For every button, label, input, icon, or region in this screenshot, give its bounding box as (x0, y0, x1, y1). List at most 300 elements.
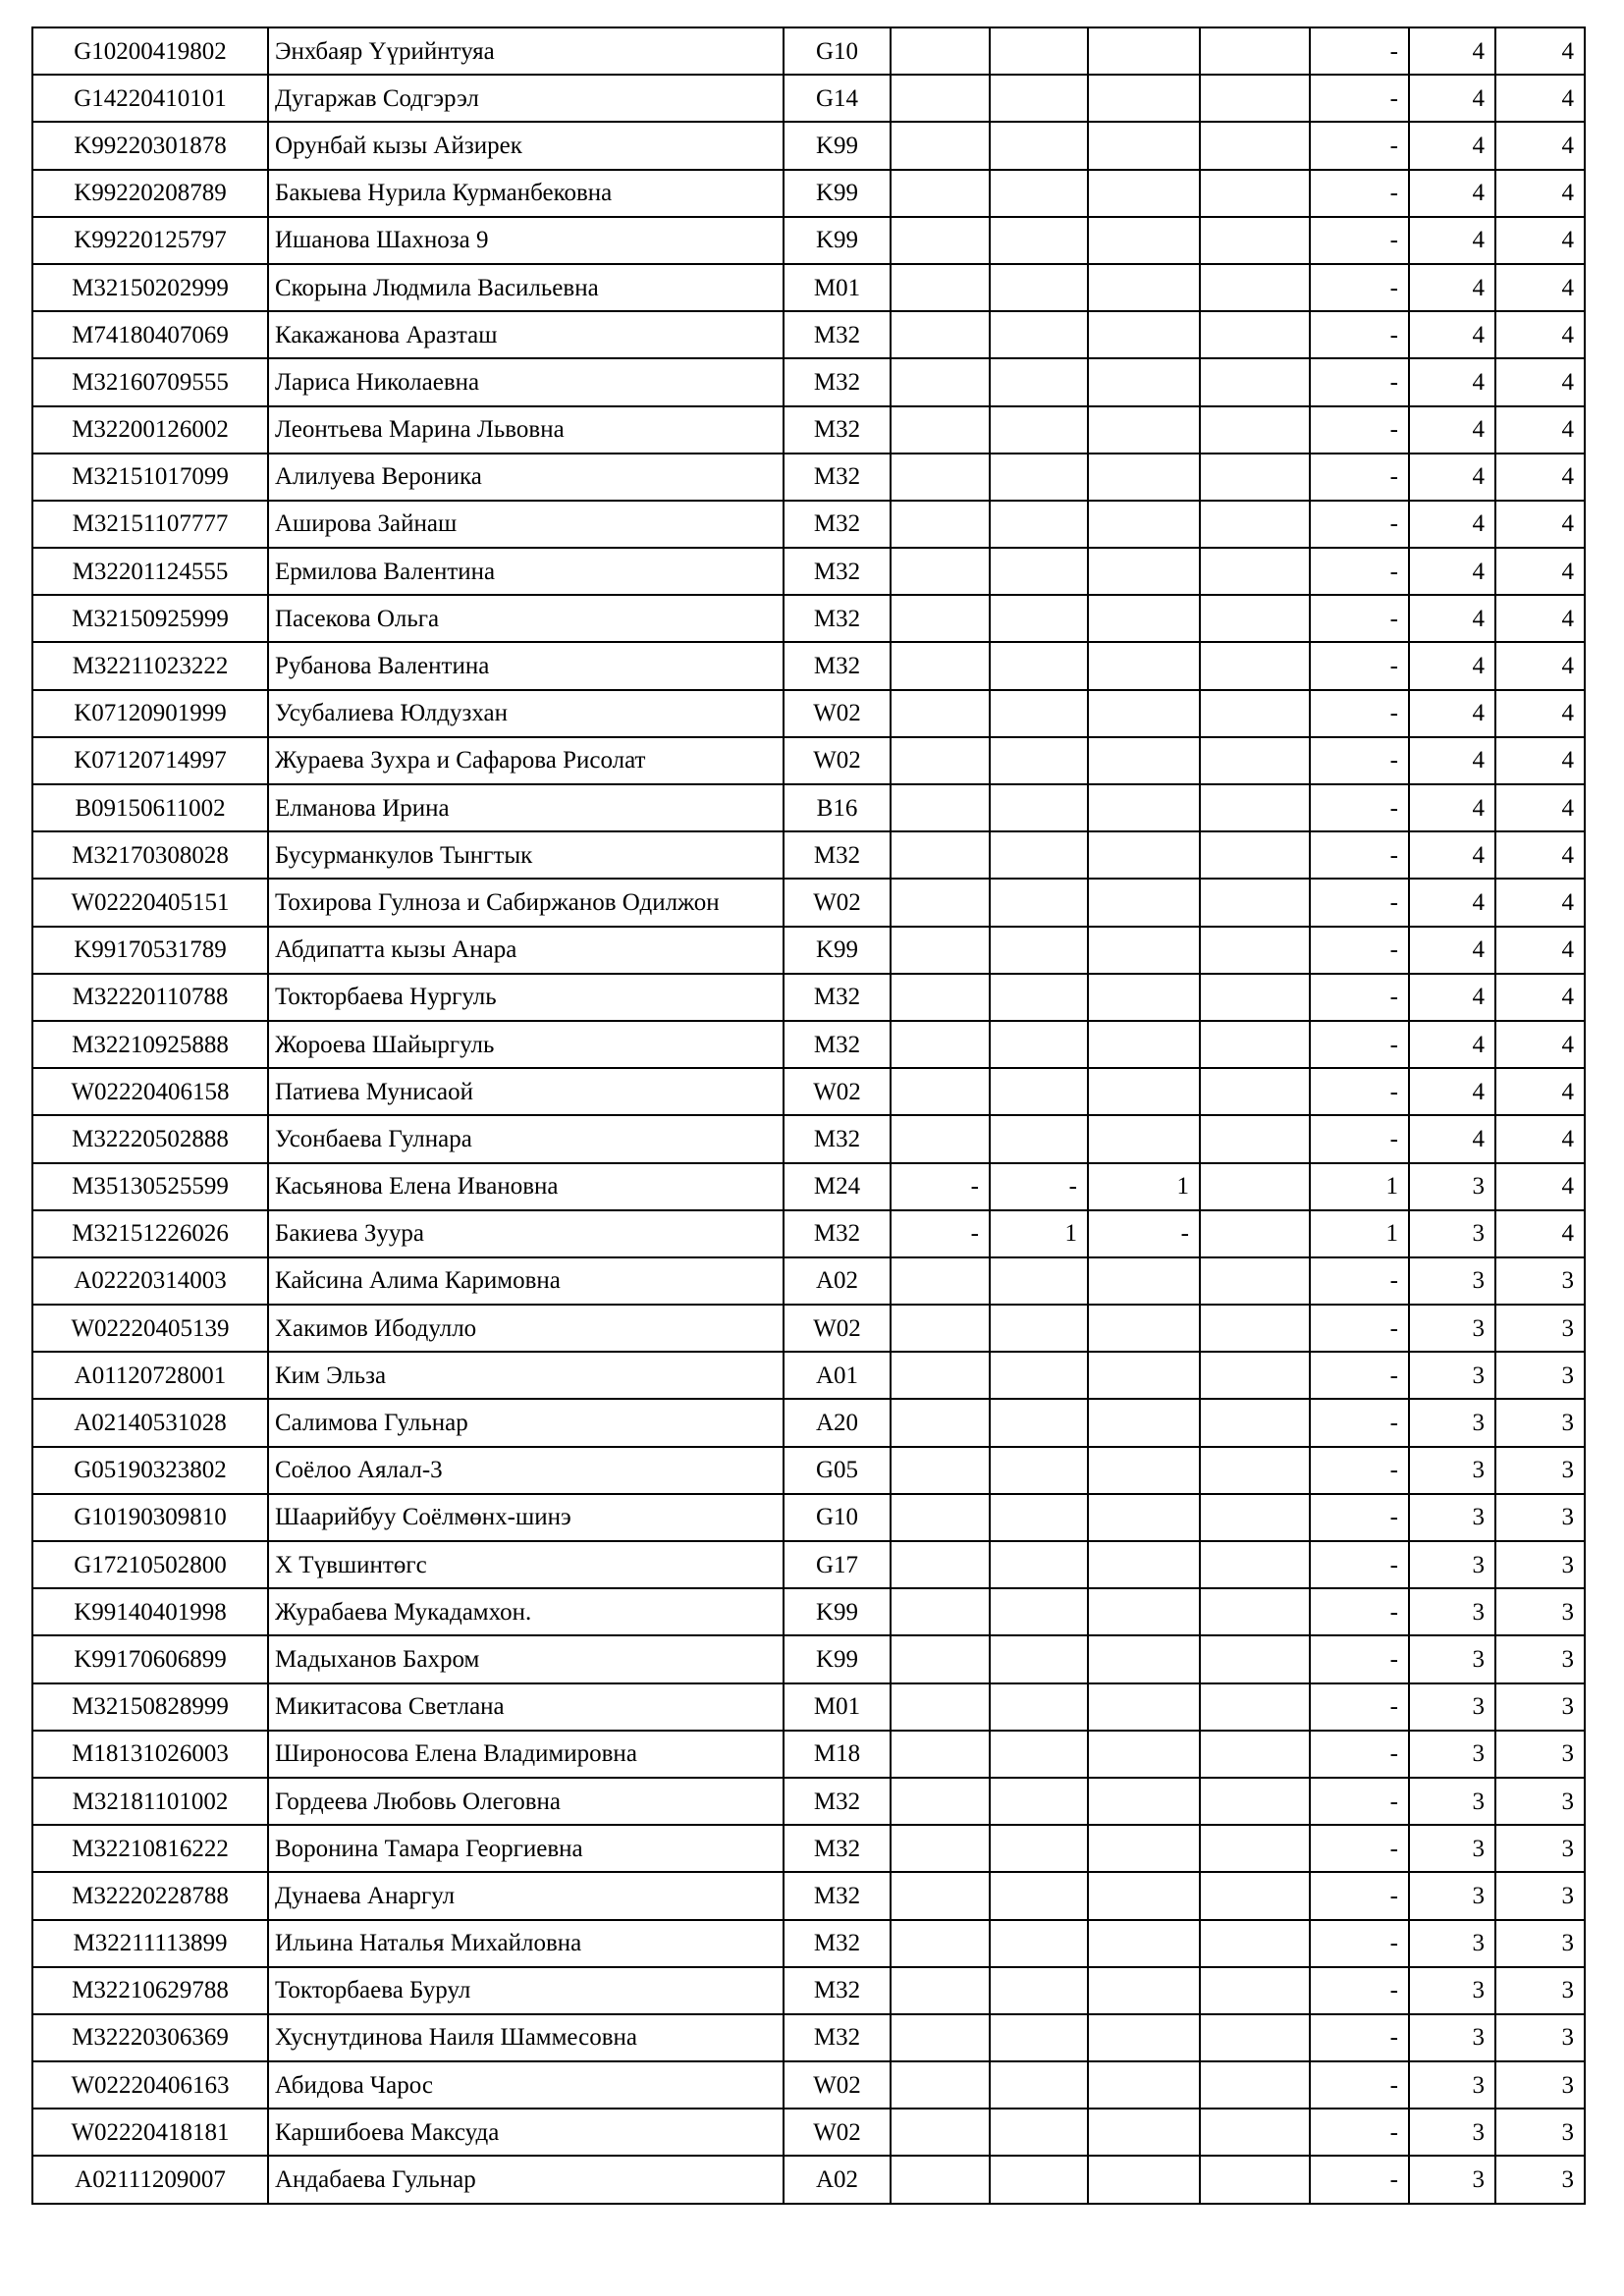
participant-name-cell: Патиева Мунисаой (268, 1068, 784, 1115)
participant-id-cell: M32201124555 (32, 548, 268, 595)
group-code-cell: M32 (784, 311, 891, 358)
score-cell-2 (990, 1872, 1088, 1919)
group-code-cell: M32 (784, 1778, 891, 1825)
score-cell-6: 4 (1409, 784, 1495, 831)
score-cell-5: - (1310, 1352, 1409, 1399)
score-cell-5: - (1310, 1872, 1409, 1919)
participant-id-cell: M32211023222 (32, 642, 268, 689)
participant-name-cell: Х Түвшинтөгс (268, 1541, 784, 1588)
score-cell-6: 3 (1409, 1494, 1495, 1541)
score-cell-3 (1088, 1731, 1200, 1778)
table-row (32, 454, 1585, 501)
participant-id-cell: A01120728001 (32, 1352, 268, 1399)
score-cell-6: 4 (1409, 737, 1495, 784)
score-cell-1 (891, 1683, 990, 1731)
total-cell: 4 (1495, 264, 1585, 311)
participant-name-cell: Гордеева Любовь Олеговна (268, 1778, 784, 1825)
group-code-cell: K99 (784, 1588, 891, 1635)
group-code-cell: M32 (784, 1825, 891, 1872)
participant-name-cell: Пасекова Ольга (268, 595, 784, 642)
score-cell-4 (1200, 879, 1310, 926)
score-cell-3 (1088, 1352, 1200, 1399)
score-cell-3 (1088, 1399, 1200, 1446)
total-cell: 4 (1495, 548, 1585, 595)
score-cell-3 (1088, 1541, 1200, 1588)
participant-name-cell: Тохирова Гулноза и Сабиржанов Одилжон (268, 879, 784, 926)
score-cell-5: - (1310, 595, 1409, 642)
total-cell: 3 (1495, 1352, 1585, 1399)
score-cell-6: 4 (1409, 879, 1495, 926)
score-cell-3 (1088, 974, 1200, 1021)
score-cell-5: - (1310, 122, 1409, 169)
participant-name-cell: Хуснутдинова Наиля Шаммесовна (268, 2014, 784, 2061)
score-cell-1 (891, 122, 990, 169)
score-cell-3 (1088, 690, 1200, 737)
group-code-cell: G14 (784, 75, 891, 122)
score-cell-2 (990, 974, 1088, 1021)
score-cell-5: - (1310, 690, 1409, 737)
group-code-cell: M32 (784, 1872, 891, 1919)
score-cell-3 (1088, 1068, 1200, 1115)
score-cell-5: - (1310, 974, 1409, 1021)
total-cell: 3 (1495, 1541, 1585, 1588)
participant-name-cell: Усубалиева Юлдузхан (268, 690, 784, 737)
score-cell-6: 4 (1409, 501, 1495, 548)
table-row (32, 1447, 1585, 1494)
participant-id-cell: M32211113899 (32, 1920, 268, 1967)
score-cell-4 (1200, 75, 1310, 122)
table-row (32, 784, 1585, 831)
participant-name-cell: Салимова Гульнар (268, 1399, 784, 1446)
group-code-cell: M24 (784, 1163, 891, 1210)
score-cell-4 (1200, 548, 1310, 595)
score-cell-4 (1200, 595, 1310, 642)
group-code-cell: W02 (784, 879, 891, 926)
score-cell-5: - (1310, 2014, 1409, 2061)
score-cell-6: 4 (1409, 595, 1495, 642)
table-row (32, 737, 1585, 784)
score-cell-5: - (1310, 1021, 1409, 1068)
score-cell-1 (891, 690, 990, 737)
score-cell-2 (990, 1447, 1088, 1494)
total-cell: 3 (1495, 1967, 1585, 2014)
total-cell: 4 (1495, 1115, 1585, 1162)
participant-name-cell: Скорына Людмила Васильевна (268, 264, 784, 311)
table-body (32, 27, 1585, 2204)
participant-name-cell: Елманова Ирина (268, 784, 784, 831)
group-code-cell: M32 (784, 974, 891, 1021)
participant-id-cell: M32220110788 (32, 974, 268, 1021)
score-cell-3 (1088, 2156, 1200, 2203)
score-cell-2 (990, 1068, 1088, 1115)
score-cell-6: 3 (1409, 1163, 1495, 1210)
score-cell-2 (990, 1683, 1088, 1731)
group-code-cell: M32 (784, 1967, 891, 2014)
participant-id-cell: W02220406158 (32, 1068, 268, 1115)
group-code-cell: G10 (784, 1494, 891, 1541)
score-cell-2 (990, 2061, 1088, 2109)
score-cell-6: 3 (1409, 1731, 1495, 1778)
score-cell-5: - (1310, 1635, 1409, 1682)
table-row (32, 1163, 1585, 1210)
total-cell: 4 (1495, 501, 1585, 548)
table-row (32, 264, 1585, 311)
score-cell-4 (1200, 406, 1310, 454)
participant-name-cell: Бакыева Нурила Курманбековна (268, 170, 784, 217)
score-cell-1 (891, 1920, 990, 1967)
group-code-cell: M32 (784, 1021, 891, 1068)
score-cell-4 (1200, 737, 1310, 784)
score-cell-2 (990, 1635, 1088, 1682)
participant-name-cell: Рубанова Валентина (268, 642, 784, 689)
total-cell: 4 (1495, 737, 1585, 784)
score-cell-6: 3 (1409, 1920, 1495, 1967)
score-cell-1 (891, 1115, 990, 1162)
score-cell-1 (891, 595, 990, 642)
score-cell-4 (1200, 1494, 1310, 1541)
group-code-cell: M18 (784, 1731, 891, 1778)
score-cell-5: - (1310, 1447, 1409, 1494)
score-cell-2 (990, 1257, 1088, 1305)
score-cell-4 (1200, 1068, 1310, 1115)
score-cell-6: 3 (1409, 2109, 1495, 2156)
score-cell-1 (891, 1494, 990, 1541)
score-cell-2 (990, 170, 1088, 217)
total-cell: 3 (1495, 1683, 1585, 1731)
score-cell-1 (891, 75, 990, 122)
score-cell-3 (1088, 501, 1200, 548)
score-cell-4 (1200, 1115, 1310, 1162)
score-cell-5: - (1310, 927, 1409, 974)
group-code-cell: G17 (784, 1541, 891, 1588)
score-cell-1 (891, 1825, 990, 1872)
score-cell-1 (891, 1872, 990, 1919)
score-cell-1 (891, 831, 990, 879)
table-row (32, 1588, 1585, 1635)
score-cell-3 (1088, 595, 1200, 642)
group-code-cell: K99 (784, 122, 891, 169)
group-code-cell: A01 (784, 1352, 891, 1399)
table-row (32, 1635, 1585, 1682)
score-cell-4 (1200, 2014, 1310, 2061)
participant-name-cell: Алилуева Вероника (268, 454, 784, 501)
score-cell-3 (1088, 1447, 1200, 1494)
participant-id-cell: K99220301878 (32, 122, 268, 169)
score-cell-6: 3 (1409, 1872, 1495, 1919)
score-cell-2 (990, 1967, 1088, 2014)
score-cell-5: - (1310, 1257, 1409, 1305)
participant-name-cell: Шаарийбуу Соёлмөнх-шинэ (268, 1494, 784, 1541)
total-cell: 3 (1495, 1257, 1585, 1305)
score-cell-1 (891, 2156, 990, 2203)
score-cell-1 (891, 642, 990, 689)
participant-id-cell: G17210502800 (32, 1541, 268, 1588)
participant-name-cell: Леонтьева Марина Львовна (268, 406, 784, 454)
score-cell-2 (990, 264, 1088, 311)
score-cell-3 (1088, 75, 1200, 122)
score-cell-4 (1200, 2109, 1310, 2156)
score-cell-6: 3 (1409, 1210, 1495, 1257)
score-cell-4 (1200, 1731, 1310, 1778)
score-cell-1 (891, 1588, 990, 1635)
score-cell-4 (1200, 501, 1310, 548)
score-cell-6: 3 (1409, 1447, 1495, 1494)
group-code-cell: M32 (784, 1920, 891, 1967)
score-cell-3 (1088, 1021, 1200, 1068)
score-cell-2 (990, 1352, 1088, 1399)
total-cell: 4 (1495, 927, 1585, 974)
score-cell-5: - (1310, 879, 1409, 926)
score-cell-4 (1200, 1588, 1310, 1635)
score-cell-3 (1088, 2061, 1200, 2109)
score-cell-5: - (1310, 1825, 1409, 1872)
total-cell: 3 (1495, 1731, 1585, 1778)
total-cell: 3 (1495, 1588, 1585, 1635)
table-row (32, 1352, 1585, 1399)
participant-id-cell: A02220314003 (32, 1257, 268, 1305)
score-cell-2 (990, 217, 1088, 264)
group-code-cell: M32 (784, 358, 891, 405)
table-row (32, 1068, 1585, 1115)
participant-id-cell: K99220125797 (32, 217, 268, 264)
group-code-cell: B16 (784, 784, 891, 831)
table-row (32, 690, 1585, 737)
table-row (32, 1541, 1585, 1588)
score-cell-1 (891, 784, 990, 831)
score-cell-2 (990, 737, 1088, 784)
document-page (31, 27, 1586, 2205)
group-code-cell: A02 (784, 1257, 891, 1305)
score-cell-5: - (1310, 358, 1409, 405)
score-cell-4 (1200, 1541, 1310, 1588)
score-cell-3 (1088, 1115, 1200, 1162)
score-cell-5: - (1310, 1068, 1409, 1115)
total-cell: 4 (1495, 642, 1585, 689)
score-cell-6: 4 (1409, 358, 1495, 405)
score-cell-5: - (1310, 831, 1409, 879)
table-row (32, 1920, 1585, 1967)
score-cell-1 (891, 974, 990, 1021)
group-code-cell: M01 (784, 1683, 891, 1731)
group-code-cell: G05 (784, 1447, 891, 1494)
group-code-cell: W02 (784, 2109, 891, 2156)
participant-name-cell: Соёлоо Аялал-3 (268, 1447, 784, 1494)
table-row (32, 1825, 1585, 1872)
score-cell-2 (990, 501, 1088, 548)
table-row (32, 75, 1585, 122)
score-cell-3 (1088, 454, 1200, 501)
participant-name-cell: Энхбаяр Үүрийнтуяа (268, 27, 784, 75)
participant-id-cell: G10190309810 (32, 1494, 268, 1541)
score-cell-4 (1200, 1163, 1310, 1210)
participant-id-cell: M32210925888 (32, 1021, 268, 1068)
score-cell-6: 4 (1409, 454, 1495, 501)
table-row (32, 1872, 1585, 1919)
total-cell: 4 (1495, 311, 1585, 358)
score-cell-2 (990, 1778, 1088, 1825)
group-code-cell: K99 (784, 170, 891, 217)
participant-name-cell: Ильина Наталья Михайловна (268, 1920, 784, 1967)
table-row (32, 1967, 1585, 2014)
participant-id-cell: W02220405151 (32, 879, 268, 926)
score-cell-3 (1088, 1778, 1200, 1825)
participant-name-cell: Жороева Шайыргуль (268, 1021, 784, 1068)
participant-name-cell: Токторбаева Бурул (268, 1967, 784, 2014)
score-cell-6: 3 (1409, 1635, 1495, 1682)
participant-name-cell: Орунбай кызы Айзирек (268, 122, 784, 169)
participant-name-cell: Ишанова Шахноза 9 (268, 217, 784, 264)
total-cell: 3 (1495, 1494, 1585, 1541)
participant-id-cell: M32150202999 (32, 264, 268, 311)
participant-name-cell: Касьянова Елена Ивановна (268, 1163, 784, 1210)
score-cell-2: 1 (990, 1210, 1088, 1257)
score-cell-2 (990, 2156, 1088, 2203)
score-cell-4 (1200, 1447, 1310, 1494)
participant-name-cell: Журабаева Мукадамхон. (268, 1588, 784, 1635)
score-cell-3 (1088, 27, 1200, 75)
score-cell-1 (891, 1967, 990, 2014)
score-cell-2 (990, 454, 1088, 501)
participant-name-cell: Усонбаева Гулнара (268, 1115, 784, 1162)
group-code-cell: W02 (784, 690, 891, 737)
participant-name-cell: Бусурманкулов Тынгтык (268, 831, 784, 879)
score-cell-6: 3 (1409, 1778, 1495, 1825)
participant-name-cell: Абдипатта кызы Анара (268, 927, 784, 974)
participant-id-cell: M32220306369 (32, 2014, 268, 2061)
participant-id-cell: K99220208789 (32, 170, 268, 217)
table-row (32, 1494, 1585, 1541)
table-row (32, 170, 1585, 217)
score-cell-6: 4 (1409, 311, 1495, 358)
participant-id-cell: M32150925999 (32, 595, 268, 642)
score-cell-3 (1088, 784, 1200, 831)
participant-id-cell: G14220410101 (32, 75, 268, 122)
score-cell-4 (1200, 1257, 1310, 1305)
score-cell-4 (1200, 1399, 1310, 1446)
score-cell-1 (891, 2014, 990, 2061)
table-row (32, 879, 1585, 926)
score-cell-2 (990, 358, 1088, 405)
score-cell-2 (990, 690, 1088, 737)
score-cell-5: - (1310, 1778, 1409, 1825)
table-row (32, 1731, 1585, 1778)
score-cell-5: 1 (1310, 1163, 1409, 1210)
score-cell-2 (990, 1825, 1088, 1872)
table-row (32, 548, 1585, 595)
score-cell-1 (891, 879, 990, 926)
score-cell-3 (1088, 311, 1200, 358)
score-cell-5: - (1310, 406, 1409, 454)
score-cell-1 (891, 27, 990, 75)
group-code-cell: M32 (784, 2014, 891, 2061)
score-cell-5: - (1310, 1731, 1409, 1778)
participant-id-cell: M32151017099 (32, 454, 268, 501)
score-cell-2 (990, 1494, 1088, 1541)
total-cell: 4 (1495, 454, 1585, 501)
participant-id-cell: M74180407069 (32, 311, 268, 358)
table-row (32, 1210, 1585, 1257)
score-cell-2 (990, 75, 1088, 122)
score-cell-6: 3 (1409, 2156, 1495, 2203)
table-row (32, 1115, 1585, 1162)
total-cell: 4 (1495, 879, 1585, 926)
score-cell-1 (891, 406, 990, 454)
total-cell: 4 (1495, 595, 1585, 642)
participant-name-cell: Воронина Тамара Георгиевна (268, 1825, 784, 1872)
participant-name-cell: Бакиева Зуура (268, 1210, 784, 1257)
score-cell-3: 1 (1088, 1163, 1200, 1210)
score-cell-3 (1088, 1920, 1200, 1967)
score-cell-1 (891, 1731, 990, 1778)
score-cell-3 (1088, 1494, 1200, 1541)
score-cell-1 (891, 1778, 990, 1825)
table-row (32, 501, 1585, 548)
score-cell-2 (990, 784, 1088, 831)
participant-name-cell: Микитасова Светлана (268, 1683, 784, 1731)
participant-name-cell: Каршибоева Максуда (268, 2109, 784, 2156)
score-cell-4 (1200, 1635, 1310, 1682)
participant-id-cell: M32160709555 (32, 358, 268, 405)
score-cell-4 (1200, 1920, 1310, 1967)
score-cell-5: - (1310, 311, 1409, 358)
score-cell-2 (990, 2109, 1088, 2156)
participant-id-cell: M32150828999 (32, 1683, 268, 1731)
group-code-cell: A20 (784, 1399, 891, 1446)
score-cell-1 (891, 1399, 990, 1446)
score-cell-2 (990, 1115, 1088, 1162)
participant-id-cell: M32181101002 (32, 1778, 268, 1825)
score-cell-4 (1200, 974, 1310, 1021)
score-cell-3 (1088, 406, 1200, 454)
score-cell-5: - (1310, 501, 1409, 548)
total-cell: 4 (1495, 122, 1585, 169)
score-cell-1 (891, 1305, 990, 1352)
participant-id-cell: M35130525599 (32, 1163, 268, 1210)
group-code-cell: M01 (784, 264, 891, 311)
group-code-cell: M32 (784, 501, 891, 548)
score-cell-1 (891, 927, 990, 974)
score-cell-1 (891, 501, 990, 548)
score-cell-6: 4 (1409, 217, 1495, 264)
score-cell-2 (990, 1305, 1088, 1352)
score-cell-6: 4 (1409, 1068, 1495, 1115)
participant-name-cell: Токторбаева Нургуль (268, 974, 784, 1021)
score-cell-3 (1088, 879, 1200, 926)
group-code-cell: K99 (784, 217, 891, 264)
table-row (32, 406, 1585, 454)
total-cell: 4 (1495, 358, 1585, 405)
score-cell-2 (990, 595, 1088, 642)
participant-name-cell: Широносова Елена Владимировна (268, 1731, 784, 1778)
participant-id-cell: A02111209007 (32, 2156, 268, 2203)
participant-id-cell: M32220502888 (32, 1115, 268, 1162)
table-row (32, 595, 1585, 642)
total-cell: 3 (1495, 2014, 1585, 2061)
score-cell-5: - (1310, 1541, 1409, 1588)
participant-name-cell: Хакимов Ибодулло (268, 1305, 784, 1352)
participant-name-cell: Аширова Зайнаш (268, 501, 784, 548)
score-cell-2 (990, 927, 1088, 974)
score-cell-5: - (1310, 1494, 1409, 1541)
score-cell-4 (1200, 927, 1310, 974)
total-cell: 3 (1495, 1872, 1585, 1919)
score-cell-4 (1200, 1778, 1310, 1825)
participant-name-cell: Дугаржав Содгэрэл (268, 75, 784, 122)
score-cell-1 (891, 737, 990, 784)
score-cell-5: - (1310, 1588, 1409, 1635)
score-cell-5: - (1310, 75, 1409, 122)
total-cell: 4 (1495, 690, 1585, 737)
